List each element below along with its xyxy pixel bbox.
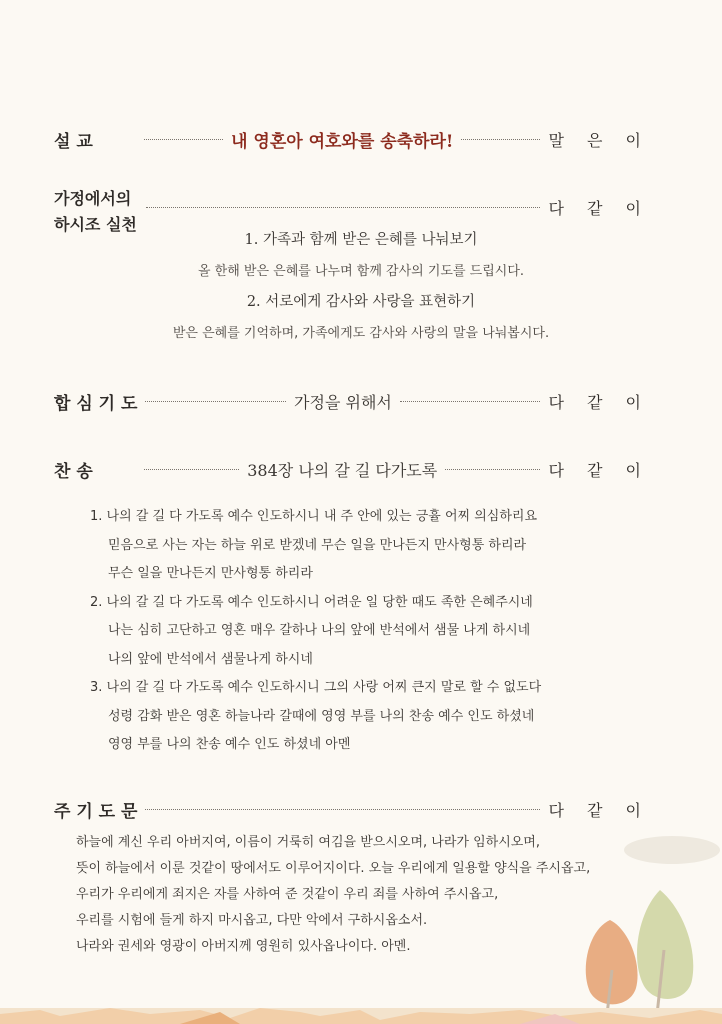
hymn-lyrics bbox=[90, 503, 541, 760]
hymn-line: 성령 감화 받은 영혼 하늘나라 갈때에 영영 부를 나의 찬송 예수 인도 하셨네 bbox=[108, 708, 535, 724]
sermon-row bbox=[54, 126, 650, 152]
home-practice-row bbox=[146, 194, 650, 220]
lords-prayer-presenter: 다 같 이 bbox=[548, 800, 650, 820]
leader-dots bbox=[445, 469, 540, 470]
hymn-row bbox=[54, 456, 650, 482]
sermon-label: 설 교 bbox=[54, 131, 93, 152]
decorative-trees-illustration bbox=[560, 820, 722, 1024]
hymn-line: 무슨 일을 만나든지 만사형통 하리라 bbox=[108, 566, 313, 581]
prayer-line: 우리가 우리에게 죄지은 자를 사하여 준 것같이 우리 죄를 사하여 주시옵고, bbox=[76, 887, 499, 902]
prayer-line: 우리를 시험에 들게 하지 마시옵고, 다만 악에서 구하시옵소서. bbox=[76, 913, 428, 928]
leader-dots bbox=[400, 401, 541, 402]
hymn-line: 1. 나의 갈 길 다 가도록 예수 인도하시니 내 주 안에 있는 긍휼 어찌 의심하리요 bbox=[90, 509, 537, 524]
hymn-title: 384장 나의 갈 길 다가도록 bbox=[247, 460, 438, 480]
hymn-line: 믿음으로 사는 자는 하늘 위로 받겠네 무슨 일을 만나든지 만사형통 하리라 bbox=[108, 537, 527, 553]
home-practice-item2-title: 2. 서로에게 감사와 사랑을 표현하기 bbox=[246, 294, 476, 310]
lords-prayer-text bbox=[76, 830, 590, 960]
prayer-line: 뜻이 하늘에서 이룬 것같이 땅에서도 이루어지이다. 오늘 우리에게 일용할 양식을 주시옵고, bbox=[76, 861, 591, 876]
prayer-line: 하늘에 계신 우리 아버지여, 이름이 거룩히 여김을 받으시오며, 나라가 임하시오며, bbox=[76, 835, 541, 850]
leader-dots bbox=[144, 469, 239, 470]
leader-dots bbox=[144, 139, 223, 140]
decorative-bottom-band bbox=[0, 1004, 722, 1024]
unison-prayer-presenter: 다 같 이 bbox=[548, 392, 651, 412]
home-practice-item1-body: 올 한해 받은 은혜를 나누며 함께 감사의 기도를 드립시다. bbox=[197, 264, 525, 279]
leader-dots bbox=[145, 809, 540, 810]
sermon-title: 내 영혼아 여호와를 송축하라! bbox=[231, 131, 454, 152]
hymn-presenter: 다 같 이 bbox=[548, 460, 651, 480]
home-practice-label: 가정에서의 하시조 실천 bbox=[54, 189, 137, 234]
leader-dots bbox=[146, 207, 540, 208]
lords-prayer-label: 주 기 도 문 bbox=[54, 801, 138, 822]
prayer-line: 나라와 권세와 영광이 아버지께 영원히 있사옵나이다. 아멘. bbox=[76, 939, 411, 954]
home-practice-item2-body: 받은 은혜를 기억하며, 가족에게도 감사와 사랑의 말을 나눠봅시다. bbox=[172, 326, 550, 341]
hymn-line: 나의 앞에 반석에서 샘물나게 하시네 bbox=[108, 651, 313, 667]
orange-tree-icon bbox=[586, 920, 638, 1004]
unison-prayer-row bbox=[54, 388, 650, 414]
hymn-line: 나는 심히 고단하고 영혼 매우 갈하나 나의 앞에 반석에서 샘물 나게 하시네 bbox=[108, 623, 531, 638]
sermon-presenter: 말 은 이 bbox=[548, 130, 650, 150]
green-tree-icon bbox=[637, 890, 693, 999]
leader-dots bbox=[145, 401, 286, 402]
hymn-line: 3. 나의 갈 길 다 가도록 예수 인도하시니 그의 사랑 어찌 큰지 말로 할 수 없도다 bbox=[90, 680, 542, 695]
lords-prayer-row bbox=[54, 796, 650, 822]
hymn-line: 영영 부를 나의 찬송 예수 인도 하셨네 아멘 bbox=[108, 737, 351, 752]
home-practice-item1-title: 1. 가족과 함께 받은 은혜를 나눠보기 bbox=[244, 232, 478, 248]
leader-dots bbox=[461, 139, 540, 140]
cloud-icon bbox=[624, 836, 720, 864]
hymn-line: 2. 나의 갈 길 다 가도록 예수 인도하시니 어려운 일 당한 때도 족한 은혜주시네 bbox=[90, 594, 533, 610]
hymn-label: 찬 송 bbox=[54, 461, 93, 482]
home-practice-presenter: 다 같 이 bbox=[548, 198, 650, 218]
unison-prayer-title: 가정을 위해서 bbox=[294, 392, 392, 412]
unison-prayer-label: 합 심 기 도 bbox=[54, 393, 138, 414]
